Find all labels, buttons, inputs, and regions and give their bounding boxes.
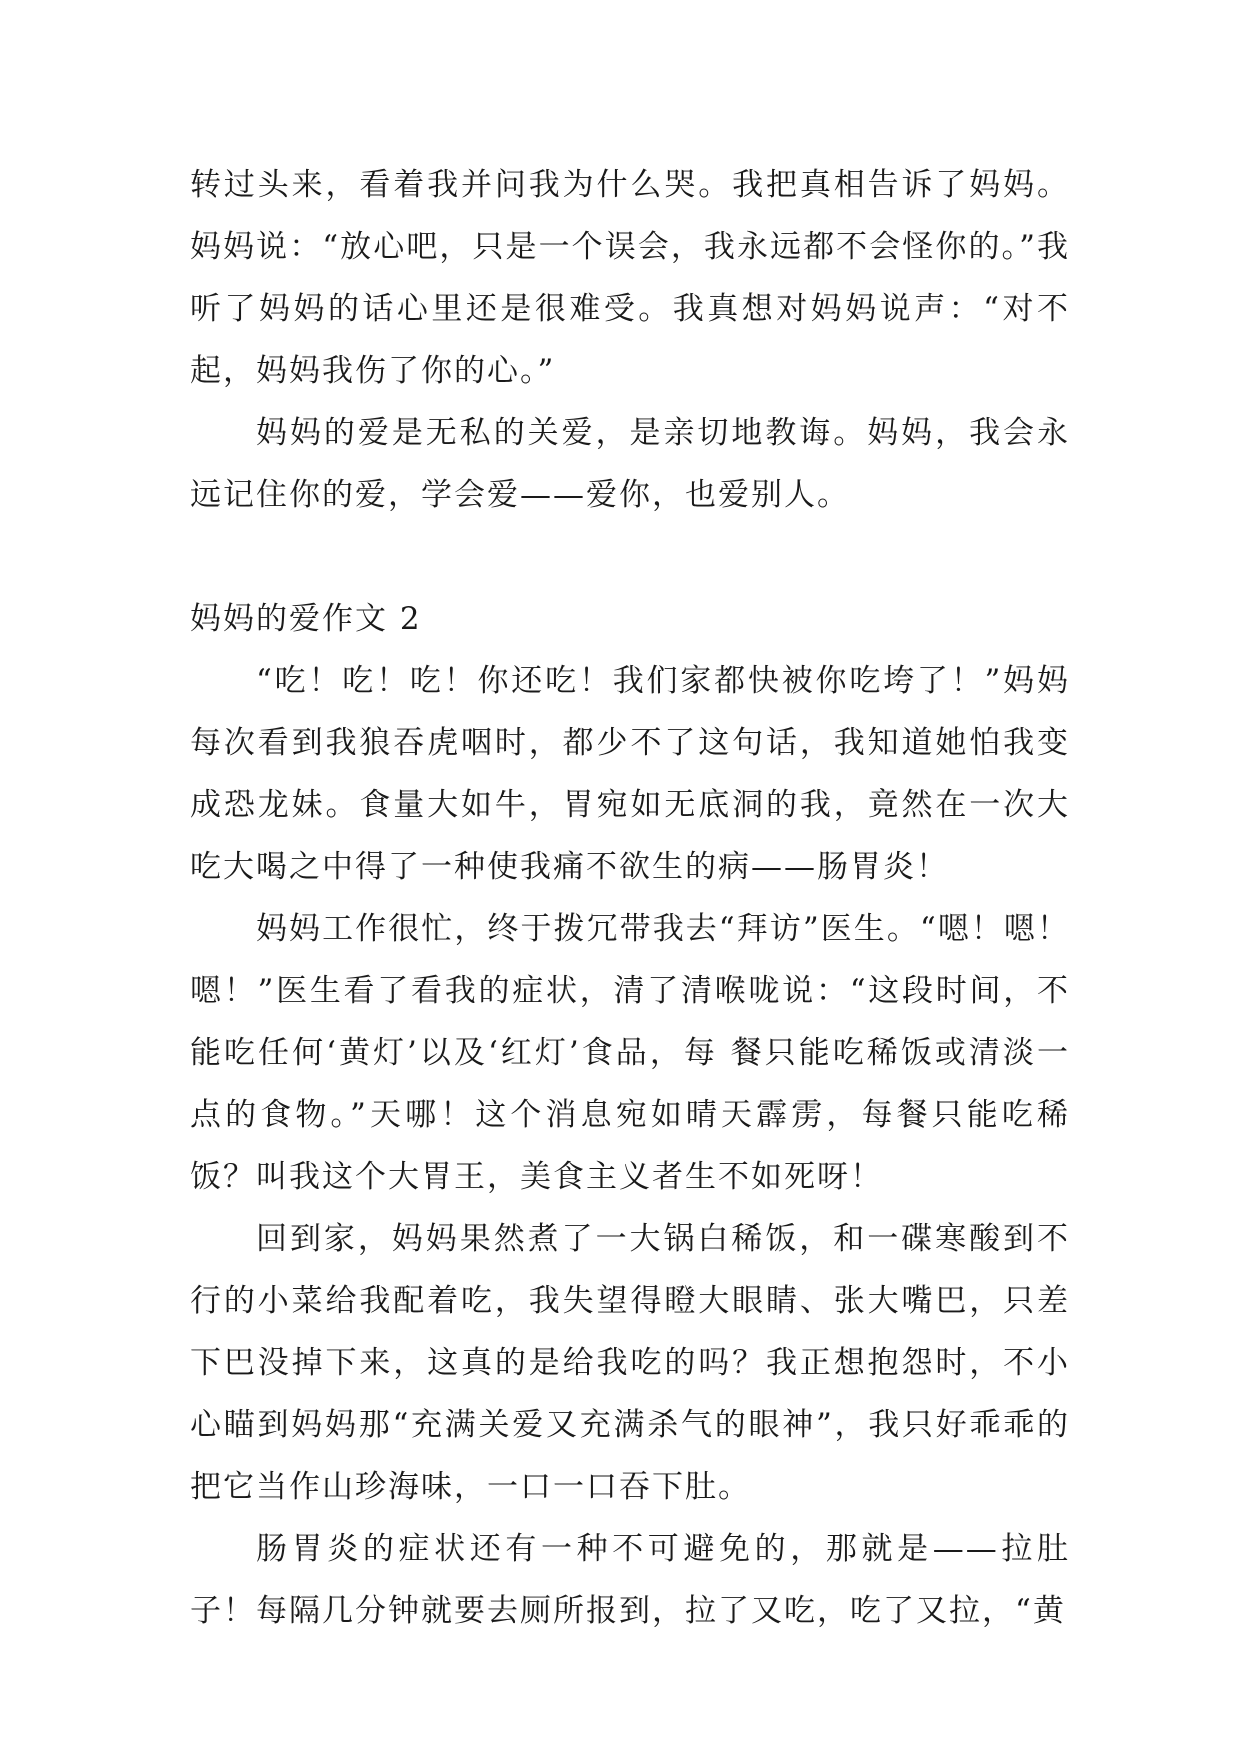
essay-title: 妈妈的爱作文 2 — [190, 601, 422, 637]
paragraph: 回到家，妈妈果然煮了一大锅白稀饭，和一碟寒酸到不行的小菜给我配着吃，我失望得瞪大眼睛、张大嘴巴，只差下巴没掉下来，这真的是给我吃的吗？我正想抱怨时，不小心瞄到妈妈那“充满关爱又充满杀气的眼神”，我只好乖乖的把它当作山珍海味，一口一口吞下肚。 — [190, 1221, 1070, 1505]
paragraph: 妈妈的爱是无私的关爱，是亲切地教诲。妈妈，我会永远记住你的爱，学会爱——爱你，也爱别人。 — [190, 415, 1070, 513]
paragraph: 肠胃炎的症状还有一种不可避免的，那就是——拉肚子！每隔几分钟就要去厕所报到，拉了又吃，吃了又拉，“黄 — [190, 1531, 1070, 1629]
paragraph-continued: 转过头来，看着我并问我为什么哭。我把真相告诉了妈妈。妈妈说：“放心吧，只是一个误会，我永远都不会怪你的。”我听了妈妈的话心里还是很难受。我真想对妈妈说声：“对不起，妈妈我伤了你的心。” — [190, 167, 1070, 389]
paragraph: “吃！吃！吃！你还吃！我们家都快被你吃垮了！”妈妈每次看到我狼吞虎咽时，都少不了这句话，我知道她怕我变成恐龙妹。食量大如牛，胃宛如无底洞的我，竟然在一次大吃大喝之中得了一种使我痛不欲生的病——肠胃炎！ — [190, 663, 1070, 885]
document-body — [190, 154, 1070, 1642]
paragraph: 妈妈工作很忙，终于拨冗带我去“拜访”医生。“嗯！嗯！嗯！”医生看了看我的症状，清了清喉咙说：“这段时间，不能吃任何‘黄灯’以及‘红灯’食品，每 餐只能吃稀饭或清淡一点的食物。”天哪！这个消息宛如晴天霹雳，每餐只能吃稀饭？叫我这个大胃王，美食主义者生不如死呀！ — [190, 911, 1070, 1195]
